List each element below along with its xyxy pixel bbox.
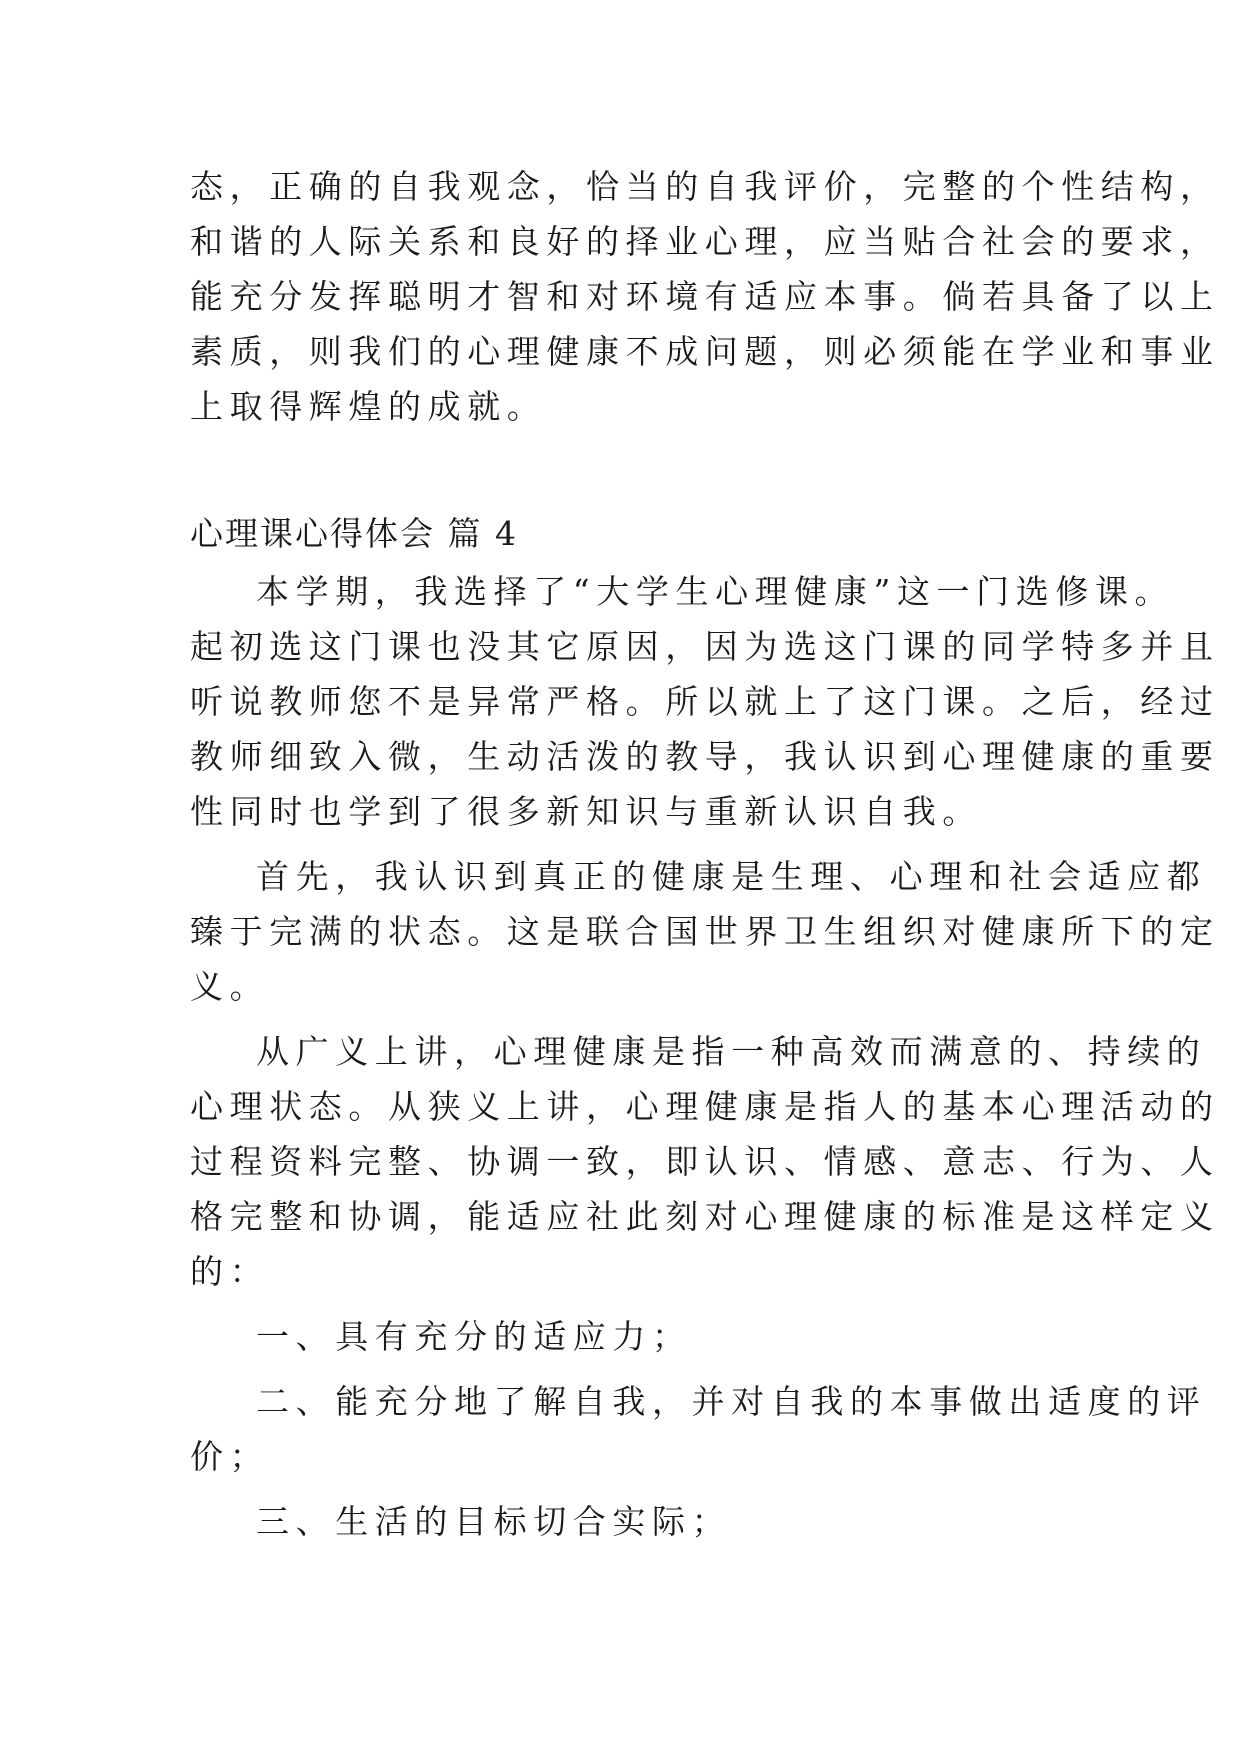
text-line: 态，正确的自我观念，恰当的自我评价，完整的个性结构，	[190, 167, 1220, 206]
text-line: 心理状态。从狭义上讲，心理健康是指人的基本心理活动的	[190, 1087, 1220, 1126]
text-line: 二、能充分地了解自我，并对自我的本事做出适度的评	[256, 1382, 1207, 1421]
text-line: 的：	[190, 1252, 270, 1291]
text-line: 价；	[190, 1437, 270, 1476]
text-line: 性同时也学到了很多新知识与重新认识自我。	[190, 792, 982, 831]
text-line: 起初选这门课也没其它原因，因为选这门课的同学特多并且	[190, 627, 1220, 666]
text-line: 一、具有充分的适应力；	[256, 1317, 692, 1356]
text-line: 上取得辉煌的成就。	[190, 387, 547, 426]
text-line: 臻于完满的状态。这是联合国世界卫生组织对健康所下的定	[190, 912, 1220, 951]
text-line: 本学期，我选择了“大学生心理健康”这一门选修课。	[256, 572, 1175, 611]
text-line: 三、生活的目标切合实际；	[256, 1502, 732, 1541]
text-line: 能充分发挥聪明才智和对环境有适应本事。倘若具备了以上	[190, 277, 1220, 316]
text-line: 素质，则我们的心理健康不成问题，则必须能在学业和事业	[190, 332, 1220, 371]
text-line: 过程资料完整、协调一致，即认识、情感、意志、行为、人	[190, 1142, 1220, 1181]
section-title: 心理课心得体会 篇 4	[190, 514, 518, 553]
text-line: 听说教师您不是异常严格。所以就上了这门课。之后，经过	[190, 682, 1220, 721]
text-line: 义。	[190, 967, 270, 1006]
text-line: 教师细致入微，生动活泼的教导，我认识到心理健康的重要	[190, 737, 1220, 776]
text-line: 首先，我认识到真正的健康是生理、心理和社会适应都	[256, 857, 1207, 896]
text-line: 和谐的人际关系和良好的择业心理，应当贴合社会的要求，	[190, 222, 1220, 261]
text-line: 从广义上讲，心理健康是指一种高效而满意的、持续的	[256, 1032, 1207, 1071]
text-line: 格完整和协调，能适应社此刻对心理健康的标准是这样定义	[190, 1197, 1220, 1236]
